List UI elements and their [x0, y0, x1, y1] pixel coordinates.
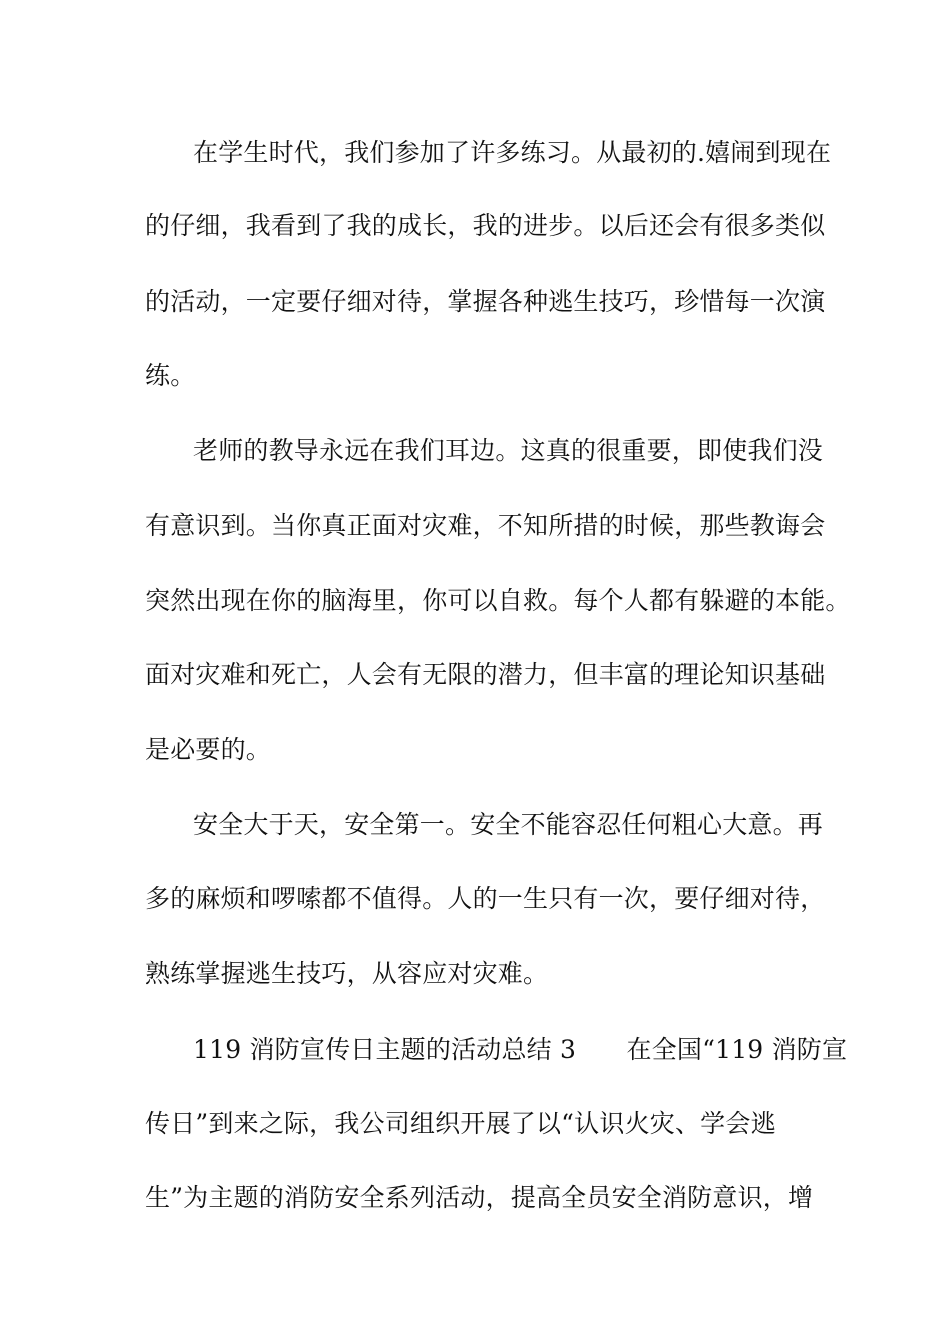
paragraph-3-line-3: 熟练掌握逃生技巧，从容应对灾难。	[145, 959, 549, 988]
paragraph-1-line-2: 的仔细，我看到了我的成长，我的进步。以后还会有很多类似	[145, 211, 826, 240]
paragraph-1-line-4: 练。	[145, 361, 196, 390]
paragraph-4-line-2: 传日”到来之际，我公司组织开展了以“认识火灾、学会逃	[145, 1109, 776, 1138]
paragraph-4-line-1: 119 消防宣传日主题的活动总结 3 在全国“119 消防宣	[193, 1035, 848, 1064]
paragraph-2-line-1: 老师的教导永远在我们耳边。这真的很重要，即使我们没	[193, 436, 824, 465]
paragraph-2-line-2: 有意识到。当你真正面对灾难，不知所措的时候，那些教诲会	[145, 511, 826, 540]
paragraph-2-line-3: 突然出现在你的脑海里，你可以自救。每个人都有躲避的本能。	[145, 586, 851, 615]
paragraph-2-line-4: 面对灾难和死亡，人会有无限的潜力，但丰富的理论知识基础	[145, 660, 826, 689]
paragraph-2-line-5: 是必要的。	[145, 735, 272, 764]
paragraph-3-line-2: 多的麻烦和啰嗦都不值得。人的一生只有一次，要仔细对待，	[145, 884, 826, 913]
paragraph-1-line-3: 的活动，一定要仔细对待，掌握各种逃生技巧，珍惜每一次演	[145, 287, 826, 316]
paragraph-4-line-3: 生”为主题的消防安全系列活动，提高全员安全消防意识，增	[145, 1183, 814, 1212]
paragraph-3-line-1: 安全大于天，安全第一。安全不能容忍任何粗心大意。再	[193, 810, 824, 839]
paragraph-1-line-1: 在学生时代，我们参加了许多练习。从最初的.嬉闹到现在	[193, 138, 832, 167]
